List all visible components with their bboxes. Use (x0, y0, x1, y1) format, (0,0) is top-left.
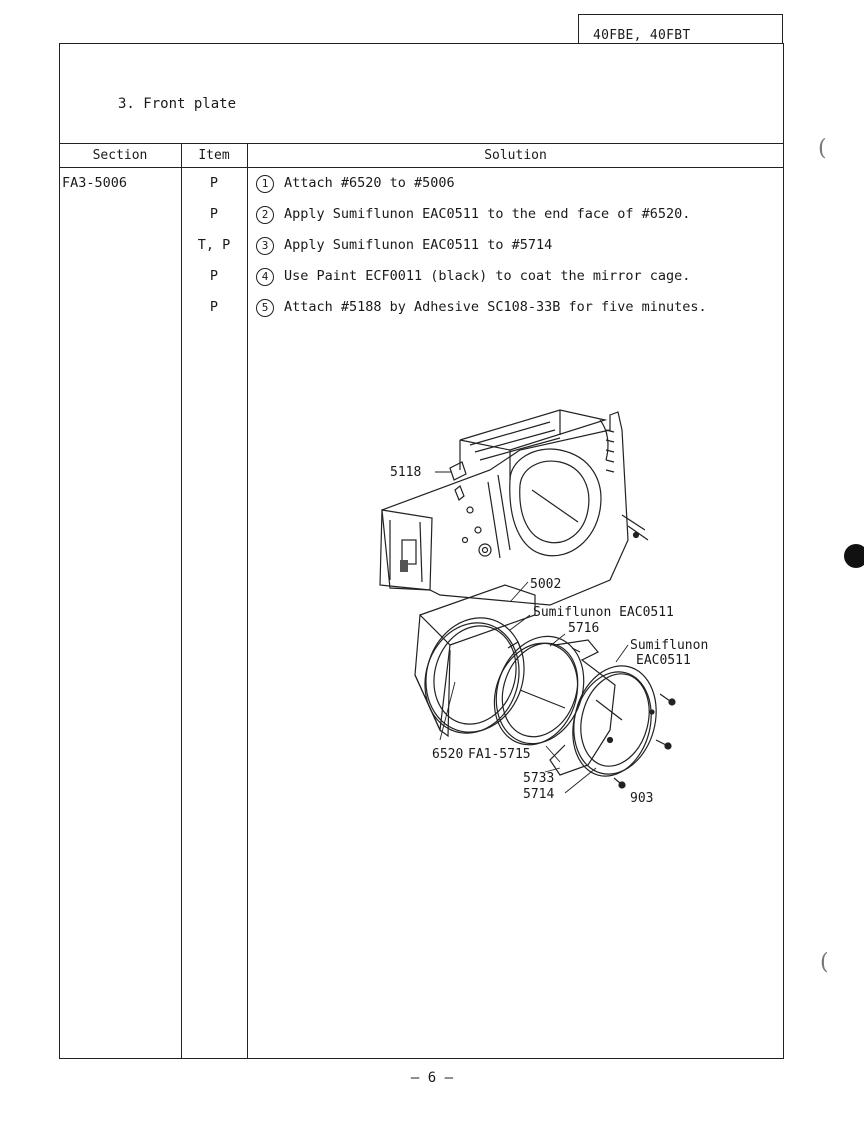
label-5118: 5118 (390, 465, 422, 480)
solution-text: Attach #6520 to #5006 (284, 175, 455, 191)
header-item: Item (198, 148, 230, 163)
part-5118 (450, 462, 466, 480)
body-lens-mount (510, 449, 601, 556)
page-title: 3. Front plate (118, 96, 237, 112)
label-6520: 6520 (432, 747, 464, 762)
solution-text: Attach #5188 by Adhesive SC108-33B for five minutes. (284, 299, 707, 315)
item-cell: T, P (197, 237, 231, 253)
step-number: 3 (256, 237, 274, 255)
table-row (60, 299, 783, 319)
solution-text: Apply Sumiflunon EAC0511 to the end face of #6520. (284, 206, 691, 222)
step-number: 4 (256, 268, 274, 286)
camera-body-top-frame (460, 410, 605, 450)
label-sumiflunon-2a: Sumiflunon (630, 638, 709, 653)
table-row (60, 268, 783, 288)
ring-5714 (562, 657, 668, 784)
solution-cell (256, 268, 690, 286)
page-number: — 6 — (410, 1070, 454, 1086)
table-row (60, 206, 783, 226)
label-903: 903 (630, 791, 654, 806)
step-number: 2 (256, 206, 274, 224)
left-grip (380, 510, 432, 590)
front-plate-exploded-diagram (360, 390, 780, 820)
label-5733: 5733 (523, 771, 555, 786)
item-cell: P (209, 299, 219, 315)
table-row (60, 175, 783, 195)
diagram-labels (390, 465, 708, 806)
solution-cell (256, 299, 707, 317)
solution-cell (256, 237, 552, 255)
label-sumiflunon-1: Sumiflunon EAC0511 (533, 605, 674, 620)
solution-text: Apply Sumiflunon EAC0511 to #5714 (284, 237, 553, 253)
label-5714: 5714 (523, 787, 555, 802)
solution-cell (256, 206, 690, 224)
label-5716: 5716 (568, 621, 600, 636)
label-sumiflunon-2b: EAC0511 (636, 653, 691, 668)
model-label: 40FBE, 40FBT (578, 14, 783, 44)
step-number: 5 (256, 299, 274, 317)
header-solution: Solution (484, 148, 547, 163)
item-cell: P (209, 206, 219, 222)
punch-hole-mark (844, 544, 864, 568)
header-section: Section (92, 148, 148, 163)
solution-cell (256, 175, 455, 193)
step-number: 1 (256, 175, 274, 193)
solution-text: Use Paint ECF0011 (black) to coat the mirror cage. (284, 268, 691, 284)
camera-body-outline (382, 412, 628, 605)
section-cell: FA3-5006 (62, 175, 128, 191)
label-fa1-5715: FA1-5715 (468, 747, 531, 762)
item-cell: P (209, 175, 219, 191)
binding-mark: ( (820, 950, 829, 975)
label-5002: 5002 (530, 577, 562, 592)
table-header (60, 144, 783, 168)
title-row (60, 44, 783, 144)
item-cell: P (209, 268, 219, 284)
binding-mark: ( (818, 136, 827, 161)
table-row (60, 237, 783, 257)
